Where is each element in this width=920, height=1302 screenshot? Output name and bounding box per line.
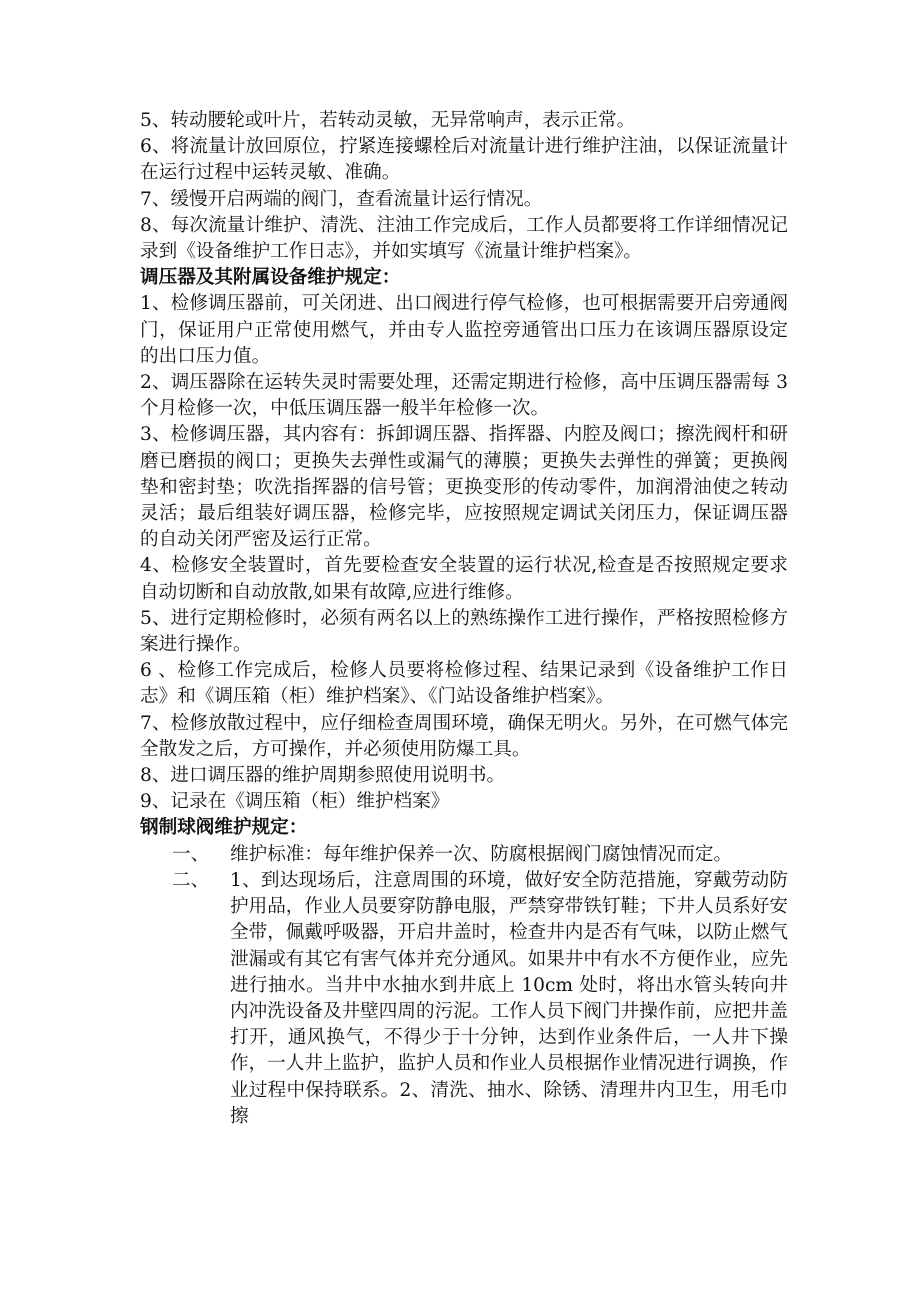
paragraph-flowmeter-7: 7、缓慢开启两端的阀门，查看流量计运行情况。 xyxy=(140,188,543,210)
regulator-item-6: 6 、检修工作完成后，检修人员要将检修过程、结果记录到《设备维护工作日志》和《调压箱（柜）维护档案》、《门站设备维护档案》。 xyxy=(140,660,788,708)
ball-valve-item-2 xyxy=(172,868,788,1130)
list-marker: 二、 xyxy=(172,869,210,891)
regulator-item-1: 1、检修调压器前，可关闭进、出口阀进行停气检修，也可根据需要开启旁通阀门，保证用户正常使用燃气，并由专人监控旁通管出口压力在该调压器原设定的出口压力值。 xyxy=(140,293,788,367)
section-heading-regulator: 调压器及其附属设备维护规定： xyxy=(140,267,401,289)
regulator-item-9: 9、记录在《调压箱（柜）维护档案》 xyxy=(140,791,450,813)
regulator-item-5: 5、进行定期检修时，必须有两名以上的熟练操作工进行操作，严格按照检修方案进行操作。 xyxy=(140,607,788,656)
paragraph-flowmeter-8: 8、每次流量计维护、清洗、注油工作完成后，工作人员都要将工作详细情况记录到《设备维护工作日志》，并如实填写《流量计维护档案》。 xyxy=(140,214,788,263)
ball-valve-item-text: 1、到达现场后，注意周围的环境，做好安全防范措施，穿戴劳动防护用品，作业人员要穿防静电服，严禁穿带铁钉鞋；下井人员系好安全带，佩戴呼吸器，开启井盖时，检查井内是否有气味，以防止燃气泄漏或有其它有害气体并充分通风。如果井中有水不方便作业，应先进行抽水。当井中水抽水到井底上 10cm 处时，将出水管头转向井内冲洗设备及井壁四周的污泥。工作人员下阀门井操作前，应把井盖打开，通风换气，不得少于十分钟，达到作业条件后，一人井下操作，一人井上监护，监护人员和作业人员根据作业情况进行调换，作业过程中保持联系。2、清洗、抽水、除锈、清理井内卫生，用毛巾擦 xyxy=(230,869,788,1127)
regulator-item-2: 2、调压器除在运转失灵时需要处理，还需定期进行检修，高中压调压器需每 3 个月检修一次，中低压调压器一般半年检修一次。 xyxy=(140,372,788,420)
regulator-item-8: 8、进口调压器的维护周期参照使用说明书。 xyxy=(140,765,506,787)
section-heading-ball-valve: 钢制球阀维护规定： xyxy=(140,817,308,839)
ball-valve-item-1 xyxy=(172,842,788,868)
ball-valve-item-text: 维护标准：每年维护保养一次、防腐根据阀门腐蚀情况而定。 xyxy=(230,843,733,865)
document-page xyxy=(140,108,788,1130)
regulator-item-7: 7、检修放散过程中，应仔细检查周围环境，确保无明火。另外，在可燃气体完全散发之后，方可操作，并必须使用防爆工具。 xyxy=(140,712,788,760)
list-marker: 一、 xyxy=(172,843,210,865)
regulator-item-3: 3、检修调压器，其内容有：拆卸调压器、指挥器、内腔及阀口；擦洗阀杆和研磨已磨损的阀口；更换失去弹性或漏气的薄膜；更换失去弹性的弹簧；更换阀垫和密封垫；吹洗指挥器的信号管；更换变形的传动零件，加润滑油使之转动灵活；最后组装好调压器，检修完毕，应按照规定调试关闭压力，保证调压器的自动关闭严密及运行正常。 xyxy=(140,424,788,551)
paragraph-flowmeter-6: 6、将流量计放回原位，拧紧连接螺栓后对流量计进行维护注油，以保证流量计在运行过程中运转灵敏、准确。 xyxy=(140,136,788,184)
paragraph-flowmeter-5: 5、转动腰轮或叶片，若转动灵敏，无异常响声，表示正常。 xyxy=(140,110,636,131)
regulator-item-4: 4、检修安全装置时，首先要检查安全装置的运行状况,检查是否按照规定要求自动切断和自动放散,如果有故障,应进行维修。 xyxy=(140,555,788,603)
